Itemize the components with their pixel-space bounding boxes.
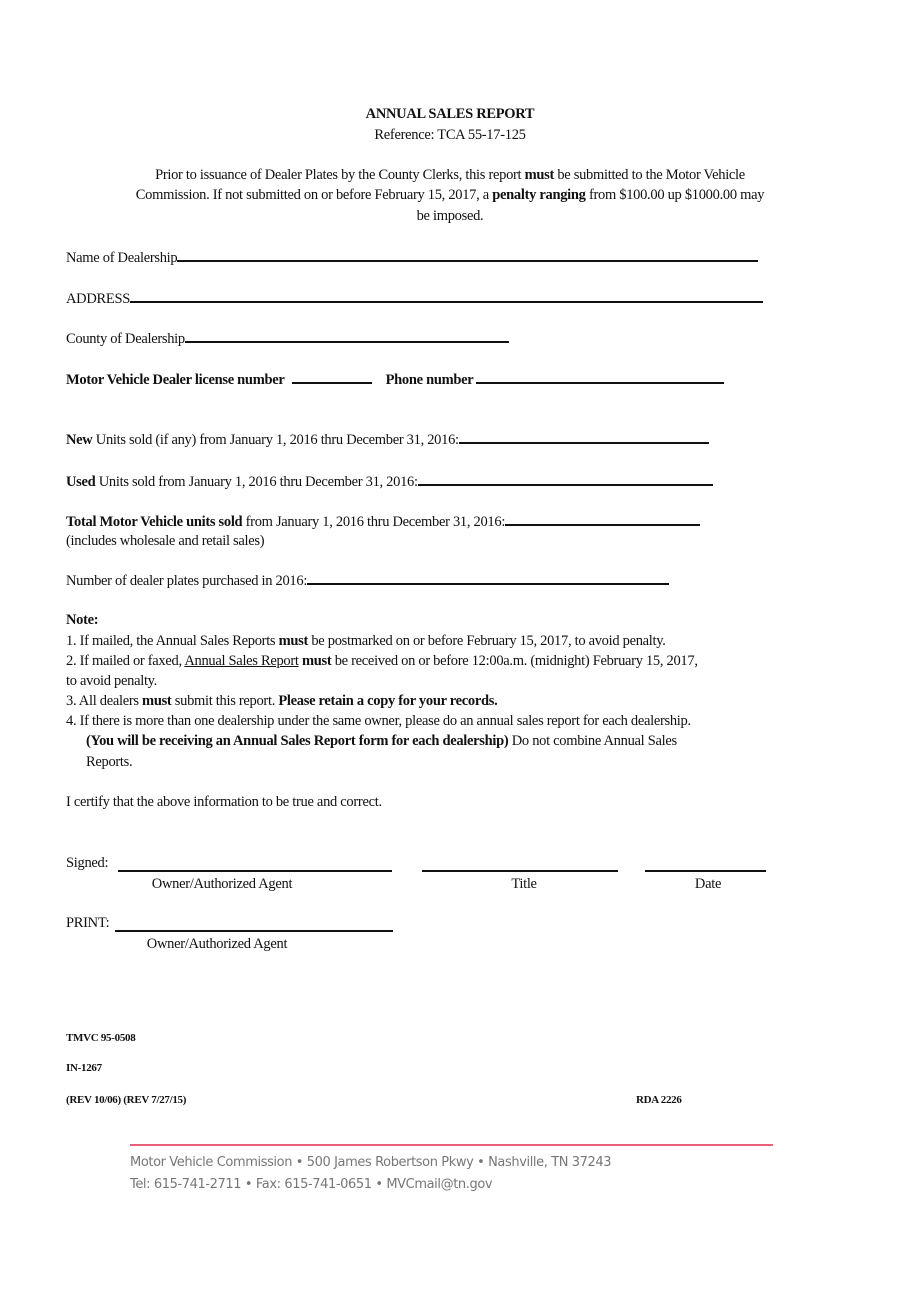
date-caption: Date bbox=[694, 876, 722, 892]
address-row bbox=[66, 289, 763, 308]
used-units-field[interactable] bbox=[418, 472, 713, 486]
dealership-name-row bbox=[66, 248, 758, 267]
form-code-in: IN-1267 bbox=[66, 1062, 102, 1074]
rda-code: RDA 2226 bbox=[636, 1094, 682, 1106]
reference: Reference: TCA 55-17-125 bbox=[374, 127, 526, 143]
county-row bbox=[66, 329, 509, 348]
revision-codes: (REV 10/06) (REV 7/27/15) bbox=[66, 1094, 187, 1106]
new-units-row: New Units sold (if any) from January 1, 2016 thru December 31, 2016: bbox=[66, 430, 709, 449]
signed-label: Signed: bbox=[66, 855, 109, 871]
footer-address: Motor Vehicle Commission • 500 James Robertson Pkwy • Nashville, TN 37243 bbox=[130, 1155, 612, 1170]
date-field[interactable] bbox=[645, 858, 766, 872]
plates-field[interactable] bbox=[307, 571, 669, 585]
note-1: 1. If mailed, the Annual Sales Reports must be postmarked on or before February 15, 2017, to avoid penalty. bbox=[66, 633, 666, 649]
total-units-field[interactable] bbox=[505, 512, 700, 526]
plates-row: Number of dealer plates purchased in 2016: bbox=[66, 571, 669, 590]
used-units-row: Used Units sold from January 1, 2016 thru December 31, 2016: bbox=[66, 472, 713, 491]
agent-caption: Owner/Authorized Agent bbox=[151, 876, 293, 892]
dealership-name-label: Name of Dealership bbox=[66, 250, 178, 266]
total-units-row: Total Motor Vehicle units sold from January 1, 2016 thru December 31, 2016: bbox=[66, 512, 700, 531]
new-units-field[interactable] bbox=[459, 430, 709, 444]
title-caption: Title bbox=[511, 876, 537, 892]
note-3: 3. All dealers must submit this report. Please retain a copy for your records. bbox=[66, 693, 498, 709]
intro-line-1: Prior to issuance of Dealer Plates by the County Clerks, this report must be submitted to the Motor Vehicle bbox=[155, 167, 745, 183]
license-field[interactable] bbox=[292, 370, 372, 384]
total-units-note: (includes wholesale and retail sales) bbox=[66, 533, 265, 549]
note-2-cont: to avoid penalty. bbox=[66, 673, 158, 689]
footer-contact: Tel: 615-741-2711 • Fax: 615-741-0651 • MVCmail@tn.gov bbox=[130, 1177, 493, 1192]
note-4-cont: (You will be receiving an Annual Sales Report form for each dealership) Do not combine Annual Sales bbox=[86, 733, 677, 749]
report-title: ANNUAL SALES REPORT bbox=[365, 106, 535, 122]
certify-statement: I certify that the above information to be true and correct. bbox=[66, 794, 382, 810]
signature-field[interactable] bbox=[118, 858, 392, 872]
license-row bbox=[66, 370, 724, 389]
county-field[interactable] bbox=[185, 329, 509, 343]
address-label: ADDRESS bbox=[66, 291, 130, 307]
address-field[interactable] bbox=[130, 289, 763, 303]
county-label: County of Dealership bbox=[66, 331, 185, 347]
note-4: 4. If there is more than one dealership under the same owner, please do an annual sales report for each dealership. bbox=[66, 713, 691, 729]
note-2: 2. If mailed or faxed, Annual Sales Report must be received on or before 12:00a.m. (midnight) February 15, 2017, bbox=[66, 653, 698, 669]
phone-label: Phone number bbox=[385, 372, 474, 388]
note-4-end: Reports. bbox=[86, 754, 133, 770]
phone-field[interactable] bbox=[476, 370, 724, 384]
notes-heading: Note: bbox=[66, 612, 99, 628]
dealership-name-field[interactable] bbox=[177, 248, 758, 262]
intro-line-2: Commission. If not submitted on or before February 15, 2017, a penalty ranging from $100.00 up $1000.00 may bbox=[135, 187, 765, 203]
footer-divider bbox=[130, 1144, 773, 1146]
form-code-tmvc: TMVC 95-0508 bbox=[66, 1032, 136, 1044]
print-agent-caption: Owner/Authorized Agent bbox=[146, 936, 288, 952]
print-name-field[interactable] bbox=[115, 918, 393, 932]
intro-line-3: be imposed. bbox=[416, 208, 484, 224]
license-label: Motor Vehicle Dealer license number bbox=[66, 372, 285, 388]
print-label: PRINT: bbox=[66, 915, 110, 931]
title-field[interactable] bbox=[422, 858, 618, 872]
